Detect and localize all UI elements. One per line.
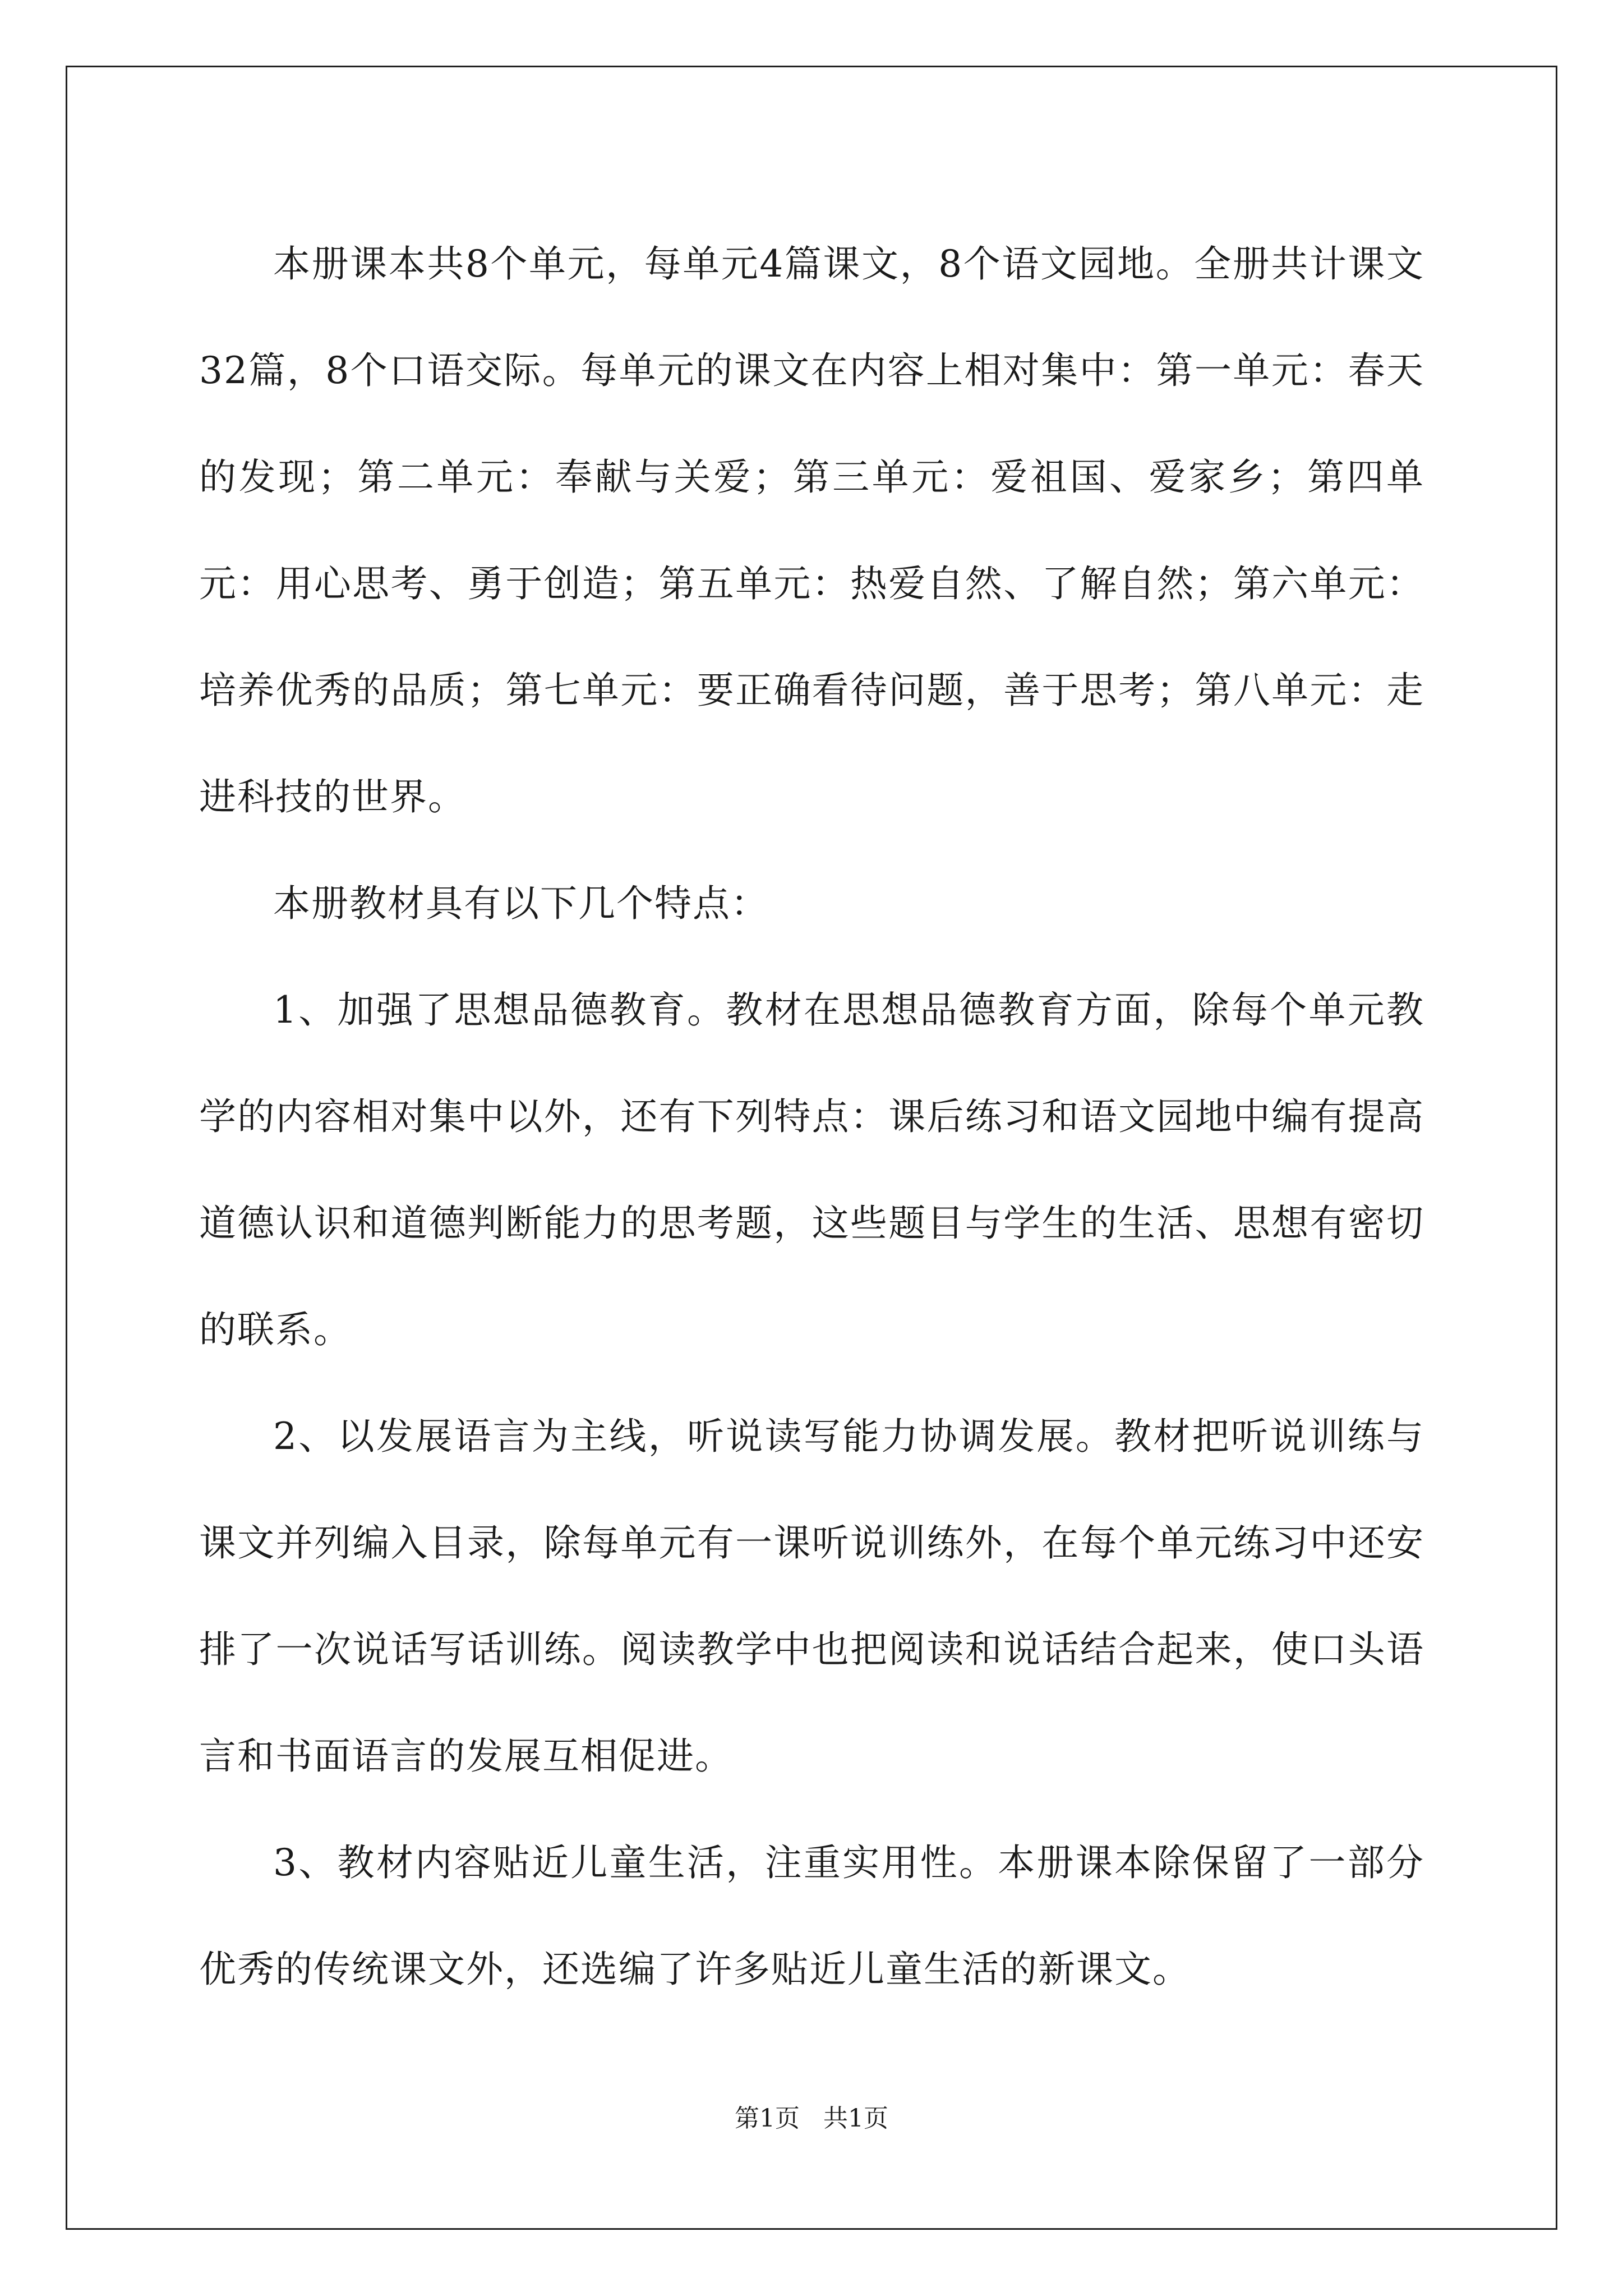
paragraph-units-overview: 本册课本共8个单元，每单元4篇课文，8个语文园地。全册共计课文32篇，8个口语交际。每单元的课文在内容上相对集中：第一单元：春天的发现；第二单元：奉献与关爱；第三单元：爱祖国、爱家乡；第四单元：用心思考、勇于创造；第五单元：热爱自然、了解自然；第六单元：培养优秀的品质；第七单元：要正确看待问题，善于思考；第八单元：走进科技的世界。	[199, 242, 1424, 818]
paragraph-feature-3: 3、教材内容贴近儿童生活，注重实用性。本册课本除保留了一部分优秀的传统课文外，还选编了许多贴近儿童生活的新课文。	[199, 1841, 1424, 1991]
paragraph-feature-2: 2、以发展语言为主线，听说读写能力协调发展。教材把听说训练与课文并列编入目录，除每单元有一课听说训练外，在每个单元练习中还安排了一次说话写话训练。阅读教学中也把阅读和说话结合起来，使口头语言和书面语言的发展互相促进。	[199, 1415, 1424, 1778]
document-body	[199, 211, 1424, 2023]
paragraph-feature-1: 1、加强了思想品德教育。教材在思想品德教育方面，除每个单元教学的内容相对集中以外，还有下列特点：课后练习和语文园地中编有提高道德认识和道德判断能力的思考题，这些题目与学生的生活、思想有密切的联系。	[199, 988, 1424, 1351]
paragraph-features-intro: 本册教材具有以下几个特点：	[273, 882, 769, 925]
page-number-footer: 第1页 共1页	[735, 2104, 888, 2133]
